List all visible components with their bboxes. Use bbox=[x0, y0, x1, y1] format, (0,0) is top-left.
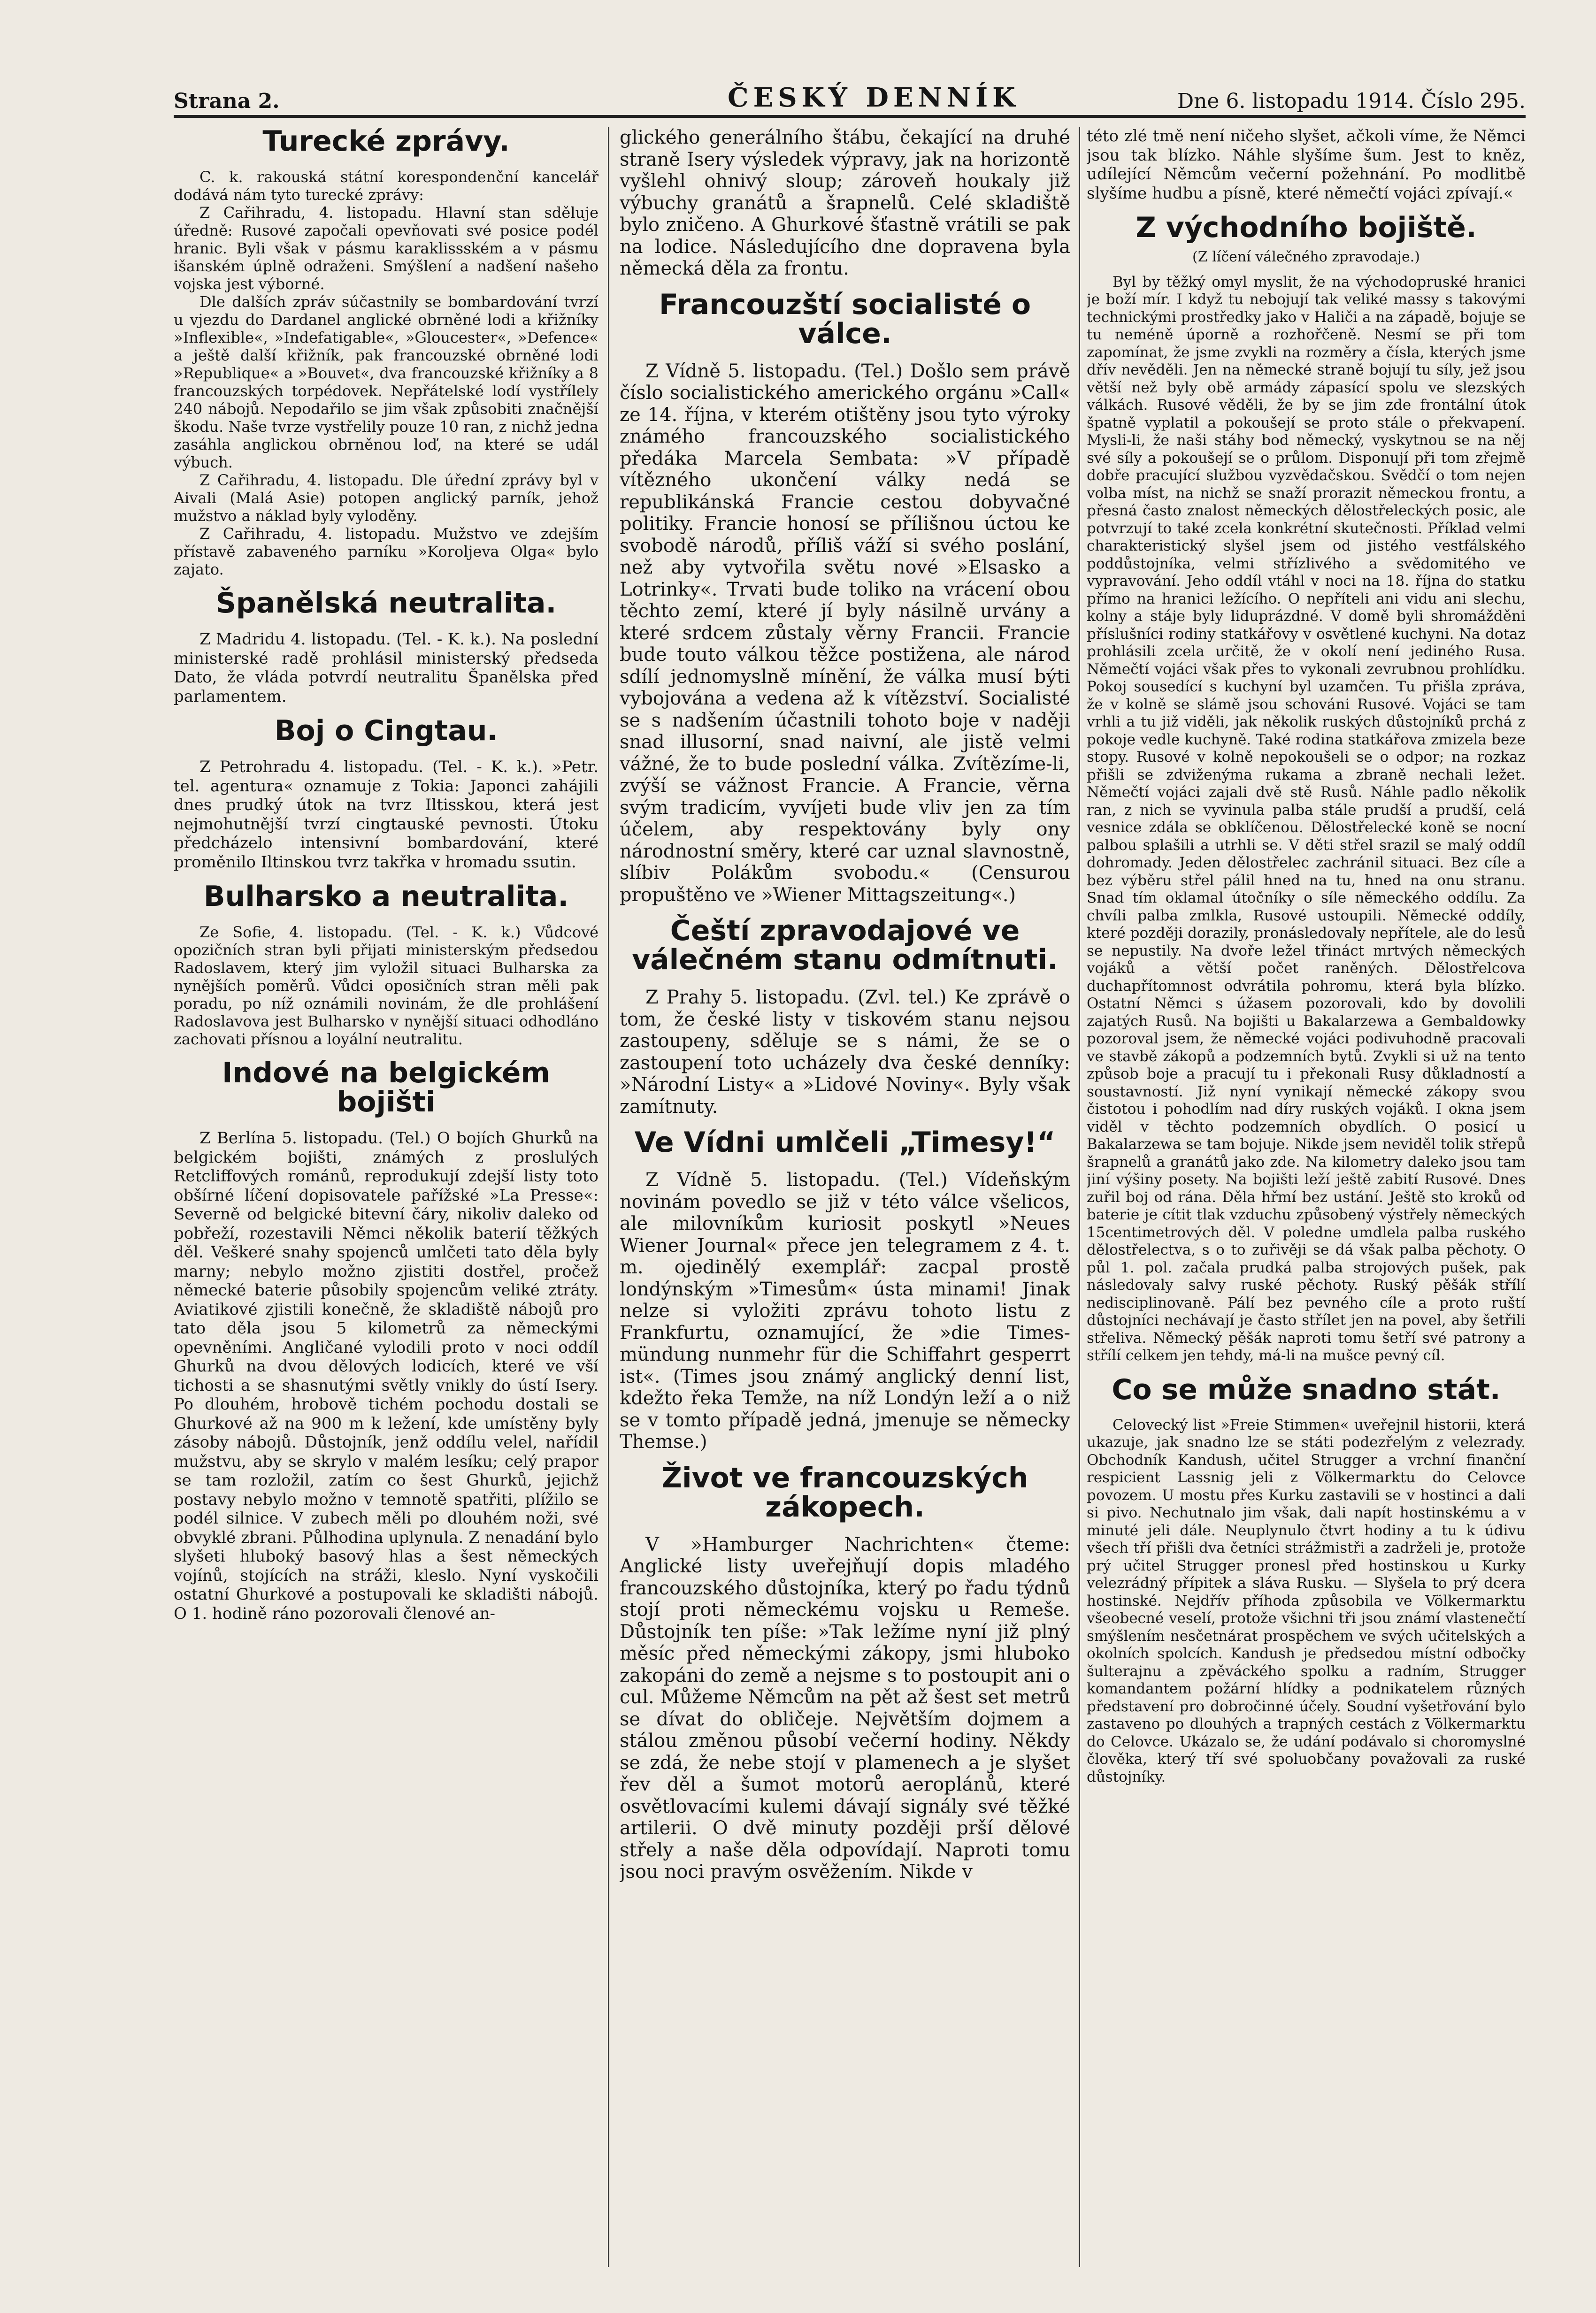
article-paragraph: Z Vídně 5. listopadu. (Tel.) Došlo sem právě číslo socialistického amerického orgánu »Call« ze 14. října, v kterém otištěny jsou tyto výroky známého francouzského socialistického předáka Marcela Sembata: »V případě vítězného ukončení války nedá se republikánská Francie cestou dobyvačné politiky. Francie honosí se přílišnou úctou ke svobodě národů, příliš váží si svého poslání, než aby vytvořila světu nové »Elsasko a Lotrinky«. Trvati bude toliko na vrácení obou těchto zemí, které jí byly násilně urvány a které srdcem zůstaly věrny Francii. Francie bude touto válkou těžce postižena, ale národ sdílí jednomyslně mínění, že válka musí býti vybojována a vedena až k vítězství. Socialisté se s nadšením účastnili tohoto boje v naději snad illusorní, snad naivní, ale jistě velmi vážné, že to bude poslední válka. Zvítězíme-li, zvýší se vážnost Francie. A Francie, věrna svým tradicím, vyvíjeti bude vliv jen za tím účelem, aby respektovány byly ony národnostní směry, které car uznal slavnostně, slíbiv Polákům svobodu.« (Censurou propuštěno ve »Wiener Mittagszeitung«.) bbox=[620, 360, 1070, 906]
headline-turecke-zpravy: Turecké zprávy. bbox=[262, 127, 510, 158]
article-paragraph: Z Petrohradu 4. listopadu. (Tel. - K. k.). »Petr. tel. agentura« oznamuje z Tokia: Japonci zahájili dnes prudký útok na tvrz Iltisskou, která jest nejmohutnější tvrzí cingtauské pevnosti. Útoku předcházelo intensivní bombardování, které proměnilo Iltinskou tvrz takřka v hromadu ssutin. bbox=[174, 758, 598, 872]
headline-co-se-muze-stat: Co se může snadno stát. bbox=[1112, 1373, 1501, 1406]
column-3 bbox=[1087, 127, 1526, 2267]
page-label: Strana 2. bbox=[174, 89, 280, 113]
article-paragraph: Ze Sofie, 4. listopadu. (Tel. - K. k.) Vůdcové opozičních stran byli přijati ministerským předsedou Radoslavem, který jim vyložil situaci Bulharska za nynějších poměrů. Vůdci oposičních stran měli pak poradu, po níž oznámili novinám, že dle prohlášení Radoslavova jest Bulharsko v nynější situaci odhodláno zachovati přísnou a loyální neutralitu. bbox=[174, 923, 598, 1048]
masthead bbox=[174, 82, 1526, 118]
article-paragraph: Z Prahy 5. listopadu. (Zvl. tel.) Ke zprávě o tom, že české listy v tiskovém stanu nejsou zastoupeny, sděluje se s námi, že se o zastoupení toto ucházely dva české denníky: »Národní Listy« a »Lidové Noviny«. Byly však zamítnuty. bbox=[620, 987, 1070, 1118]
article-paragraph: této zlé tmě není ničeho slyšet, ačkoli víme, že Němci jsou tak blízko. Náhle slyšíme šum. Jest to kněz, udílející Němcům večerní požehnání. Po modlitbě slyšíme hudbu a písně, které němečtí vojáci zpívají.« bbox=[1087, 127, 1526, 203]
headline-francouzsti-socialiste: Francouzští socialisté o válce. bbox=[659, 288, 1031, 350]
article-subtitle: (Z líčení válečného zpravodaje.) bbox=[1192, 249, 1420, 265]
article-paragraph: Z Cařihradu, 4. listopadu. Dle úřední zprávy byl v Aivali (Malá Asie) potopen anglický parník, jehož mužstvo a náklad byly vyloděny. bbox=[174, 471, 598, 525]
headline-vychodni-bojiste: Z východního bojiště. bbox=[1136, 211, 1477, 244]
column-2 bbox=[620, 127, 1070, 2267]
column-divider-2 bbox=[1079, 127, 1080, 2267]
article-paragraph: V »Hamburger Nachrichten« čteme: Anglické listy uveřejňují dopis mladého francouzského důstojníka, který po řadu týdnů stojí proti německému vojsku u Remeše. Důstojník ten píše: »Tak ležíme nyní již plný měsíc před německými zákopy, jsmi hluboko zakopáni do země a nejsme s to postoupit ani o cul. Můžeme Němcům na pět až šest set metrů se dívat do obličeje. Největším dojmem a stálou změnou působí večerní hodiny. Někdy se zdá, že nebe stojí v plamenech a je slyšet řev děl a šumot motorů aeroplánů, které osvětlovacími kulemi dávají signály své těžké artilerii. O dvě minuty později prší dělové střely a naše děla odpovídají. Naproti tomu jsou noci pravým osvěžením. Nikde v bbox=[620, 1533, 1070, 1883]
article-paragraph: Z Cařihradu, 4. listopadu. Mužstvo ve zdejším přístavě zabaveného parníku »Koroljeva Olga« bylo zajato. bbox=[174, 525, 598, 578]
headline-spanelska-neutralita: Španělská neutralita. bbox=[215, 587, 557, 620]
article-paragraph: glického generálního štábu, čekající na druhé straně Isery výsledek výpravy, jak na horizontě vyšlehl ohnivý sloup; zároveň houkaly již výbuchy granátů a šrapnelů. Celé skladiště bylo zničeno. A Ghurkové šťastně vrátili se pak na lodice. Následujícího dne dopravena byla německá děla za frontu. bbox=[620, 127, 1070, 279]
article-paragraph: Z Cařihradu, 4. listopadu. Hlavní stan sděluje úředně: Rusové započali opevňovati své posice podél hranic. Byli však v pásmu karaklissském a v pásmu išanském úplně odraženi. Smýšlení a nadšení našeho vojska jest výborné. bbox=[174, 204, 598, 293]
article-paragraph: Z Madridu 4. listopadu. (Tel. - K. k.). Na poslední ministerské radě prohlásil ministerský předseda Dato, že vláda potvrdí neutralitu Španělska před parlamentem. bbox=[174, 630, 598, 706]
issue-date-number: Dne 6. listopadu 1914. Číslo 295. bbox=[1177, 89, 1526, 113]
headline-boj-o-cingtau: Boj o Cingtau. bbox=[274, 714, 498, 747]
article-paragraph: C. k. rakouská státní korespondenční kancelář dodává nám tyto turecké zprávy: bbox=[174, 168, 598, 204]
article-paragraph: Dle dalších zpráv súčastnily se bombardování tvrzí u vjezdu do Dardanel anglické obrněné lodi a křižníky »Inflexible«, »Indefatigable«, »Gloucester«, »Defence« a ještě další křižník, pak francouzské obrněné lodi »Republique« a »Bouvet«, dva francouzské křižníky a 8 francouzských torpédovek. Nepřátelské lodí vystřílely 240 nábojů. Nepodařilo se jim však způsobiti značnější škodu. Naše tvrze vystřelily pouze 10 ran, z nichž jedna zasáhla anglickou obrněnou loď, na které se udál výbuch. bbox=[174, 293, 598, 471]
article-paragraph: Celovecký list »Freie Stimmen« uveřejnil historii, která ukazuje, jak snadno lze se státi podezřelým z velezrady. Obchodník Kandush, učitel Strugger a vrchní finanční respicient Lassnig jeli z Völkermarktu do Celovce povozem. U mostu přes Kurku zastavili se v hostinci a dali si pivo. Nechutnalo jim však, dali napít hostinskému a v minuté jeli dále. Neuplynulo čtvrt hodiny a tu k údivu všech tří přišli dva četníci strážmistři a zadrželi je, protože prý učitel Strugger pronesl před hostinskou u Kurky velezrádný přípitek a sláva Rusku. — Slyšela to prý dcera hostinské. Nejdřív příhoda způsobila ve Völkermarktu všeobecné veselí, protože všichni tři jsou známí vlastenečtí smýšlením nesčetnárat prospěchem ve svých učitelských a okolních spolcích. Kandush je předsedou místní odbočky šulterajnu a zpěváckého spolku a radním, Strugger komandantem požární hlídky a podnikatelem různých představení pro dobročinné účely. Soudní vyšetřování bylo zastaveno po dlouhých a trapných cestách z Völkermarktu do Celovce. Ukázalo se, že udání podávalo si choromyslné člověka, který tří své spoluobčany považovali za ruské důstojníky. bbox=[1087, 1416, 1526, 1785]
column-divider-1 bbox=[608, 127, 609, 2267]
newspaper-title: ČESKÝ DENNÍK bbox=[728, 82, 1020, 113]
article-paragraph: Z Vídně 5. listopadu. (Tel.) Vídeňským novinám povedlo se již v této válce všelicos, ale milovníkům kuriosit poskytl »Neues Wiener Journal« přece jen telegramem z 4. t. m. ojedinělý exemplář: zacpal prostě londýnským »Timesům« ústa minami! Jinak nelze si vyložiti zprávu tohoto listu z Frankfurtu, oznamující, že »die Times-mündung nunmehr für die Schiffahrt gesperrt ist«. (Times jsou známý anglický denní list, kdežto řeka Temže, na níž Londýn leží a o niž se v tomto případě jedná, jmenuje se německy Themse.) bbox=[620, 1169, 1070, 1453]
article-paragraph: Z Berlína 5. listopadu. (Tel.) O bojích Ghurků na belgickém bojišti, známých z proslulých Retcliffových románů, reprodukují zdejší listy toto obšírné líčení dopisovatele pařížské »La Presse«: Severně od belgické bitevní čáry, nikoliv daleko od pobřeží, rozestavili Němci několik baterií těžkých děl. Veškeré snahy spojenců umlčeti tato děla byly marny; nebylo možno zjistiti dostřel, pročež německé baterie působily spojencům veliké ztráty. Aviatikové zjistili konečně, že skladiště nábojů pro tato děla jsou 5 kilometrů za německými opevněními. Angličané vylodili proto v noci oddíl Ghurků na dvou dělových lodicích, které ve vší tichosti a se shasnutými světly vnikly do ústí Isery. Po dlouhém, hrobově tichém pochodu dostali se Ghurkové až na 900 m k ležení, kde umístěny byly zásoby nábojů. Důstojník, jenž oddílu velel, nařídil mužstvu, aby se skrylo v malém lesíku; celý prapor se tam rozložil, zatím co šest Ghurků, jejichž postavy nebylo možno v temnotě spatřiti, plížilo se podél silnice. V zubech měli po dlouhém noži, své obvyklé zbrani. Půlhodina uplynula. Z nenadání bylo slyšeti hluboký basový hlas a šest německých vojínů, stojících na stráži, kleslo. Nyní vyskočili ostatní Ghurkové a postupovali ke skladišti nábojů. O 1. hodině ráno pozorovali členové an- bbox=[174, 1129, 598, 1623]
headline-cesti-zpravodajove: Čeští zpravodajové ve válečném stanu odmítnuti. bbox=[632, 914, 1058, 976]
headline-bulharsko: Bulharsko a neutralita. bbox=[203, 880, 569, 913]
column-1 bbox=[174, 127, 598, 2267]
headline-indove: Indové na belgickém bojišti bbox=[222, 1057, 550, 1118]
headline-timesy: Ve Vídni umlčeli „Timesy!“ bbox=[634, 1126, 1056, 1159]
article-paragraph: Byl by těžký omyl myslit, že na východopruské hranici je boží mír. I když tu nebojují tak veliké massy s takovými technickými prostředky jako v Haliči a na západě, bojuje se tu neméně úporně a rozhořčeně. Nesmí se při tom zapomínat, že jsme zvykli na rozměry a čísla, kterých jsme dřív nevěděli. Jen na německé straně bojují tu síly, jež jsou větší než byly obě armády zápasící spolu ve slezských válkách. Rusové věděli, že by se jim zde frontální útok špatně vyplatil a pokoušejí se proto stále o překvapení. Mysli-li, že naši stáhy bod německý, vyskytnou se na něj své síly a pokoušejí se o průlom. Disponují při tom zřejmě dobře pracující službou vyzvědačskou. Svědčí o tom nejen volba míst, na nichž se snaží prorazit německou frontu, a přesná často znalost německých dělostřeleckých posic, ale potvrzují to také zcela konkrétní skutečnosti. Příklad velmi charakteristický slyšel jsem od jistého vestfálského poddůstojníka, velmi střízlivého a svědomitého ve vypravování. Jeho oddíl vtáhl v noci na 18. října do statku přímo na hranici ležícího. O nepříteli ani vidu ani slechu, kolny a stáje byly liduprázdné. V domě byli shromážděni příslušníci rodiny statkářovy v osvětlené kuchyni. Na dotaz prohlásili zcela určitě, že v okolí není jediného Rusa. Němečtí vojáci však přes to vykonali zevrubnou prohlídku. Pokoj sousedící s kuchyní byl uzamčen. Tu přišla zpráva, že v kolně se slámě jsou schováni Rusové. Vojáci se tam vrhli a tu již viděli, jak několik ruských důstojníků prchá z pokoje vedle kuchyně. Také rodina statkářova zmizela beze stopy. Rusové v kolně nepokoušeli se o odpor; na rozkaz přišli se zdviženýma rukama a zbraně nechali ležet. Němečtí vojáci zajali dvě stě Rusů. Náhle padlo několik ran, z nich se vyvinula palba stále prudší a prudší, celá vesnice zdála se obklíčenou. Dělostřelecké koně se nocní palbou splašili a utrhli se. V děti střel srazil se malý oddíl dohromady. Jeden dělostřelec zachránil situaci. Bez cíle a bez výběru střel pálil hned na tu, hned na onu stranu. Snad tím oklamal útočníky o síle německého oddílu. Za chvíli palba zmlkla, Rusové ustoupili. Německé oddíly, které později dorazily, pronásledovaly nepřítele, ale do lesů se nepustily. Na dvoře ležel třináct mrtvých německých vojáků a větší počet raněných. Dělostřelcova duchapřítomnost odvrátila pohromu, která byla blízko. Ostatní Němci s úžasem pozorovali, kdo by dovolili zajatých Rusů. Na bojišti u Bakalarzewa a Gembaldowky pozoroval jsem, že německé vojáci podivuhodně pracovali ve stavbě zákopů a podzemních bytů. Zvykli si už na tento způsob boje a pracují tu i překonali Rusy důkladností a soustavností. Již nyní vynikají německé zákopy svou čistotou i pohodlím nad díry ruských vojáků. I okna jsem viděl v těchto podzemních obydlích. O posicí u Bakalarzewa se tam bojuje. Nikde jsem neviděl tolik střepů šrapnelů a granátů jako zde. Na kilometry daleko jsou tam jiní výšiny posety. Na bojišti leží ještě zabití Rusové. Dnes zuřil boj od rána. Děla hřmí bez ustání. Ještě sto kroků od baterie je cítit tlak vzduchu způsobený výstřely německých 15centimetrových děl. V poledne umdlela palba ruského dělostřelectva, s o to zuřivěji se dá však palba pěchoty. O půl 1. pol. začala prudká palba strojových pušek, pak následovaly salvy ruské pěchoty. Ruský pěšák střílí nedisciplinovaně. Pálí bez pevného cíle a proto ruští důstojníci nechávají je často střílet jen na povel, aby šetřili střeliva. Německý pěšák naproti tomu šetří své patrony a střílí celkem jen tehdy, má-li na mušce pevný cíl. bbox=[1087, 273, 1526, 1364]
headline-zivot-v-zakopech: Život ve francouzských zákopech. bbox=[661, 1461, 1028, 1524]
